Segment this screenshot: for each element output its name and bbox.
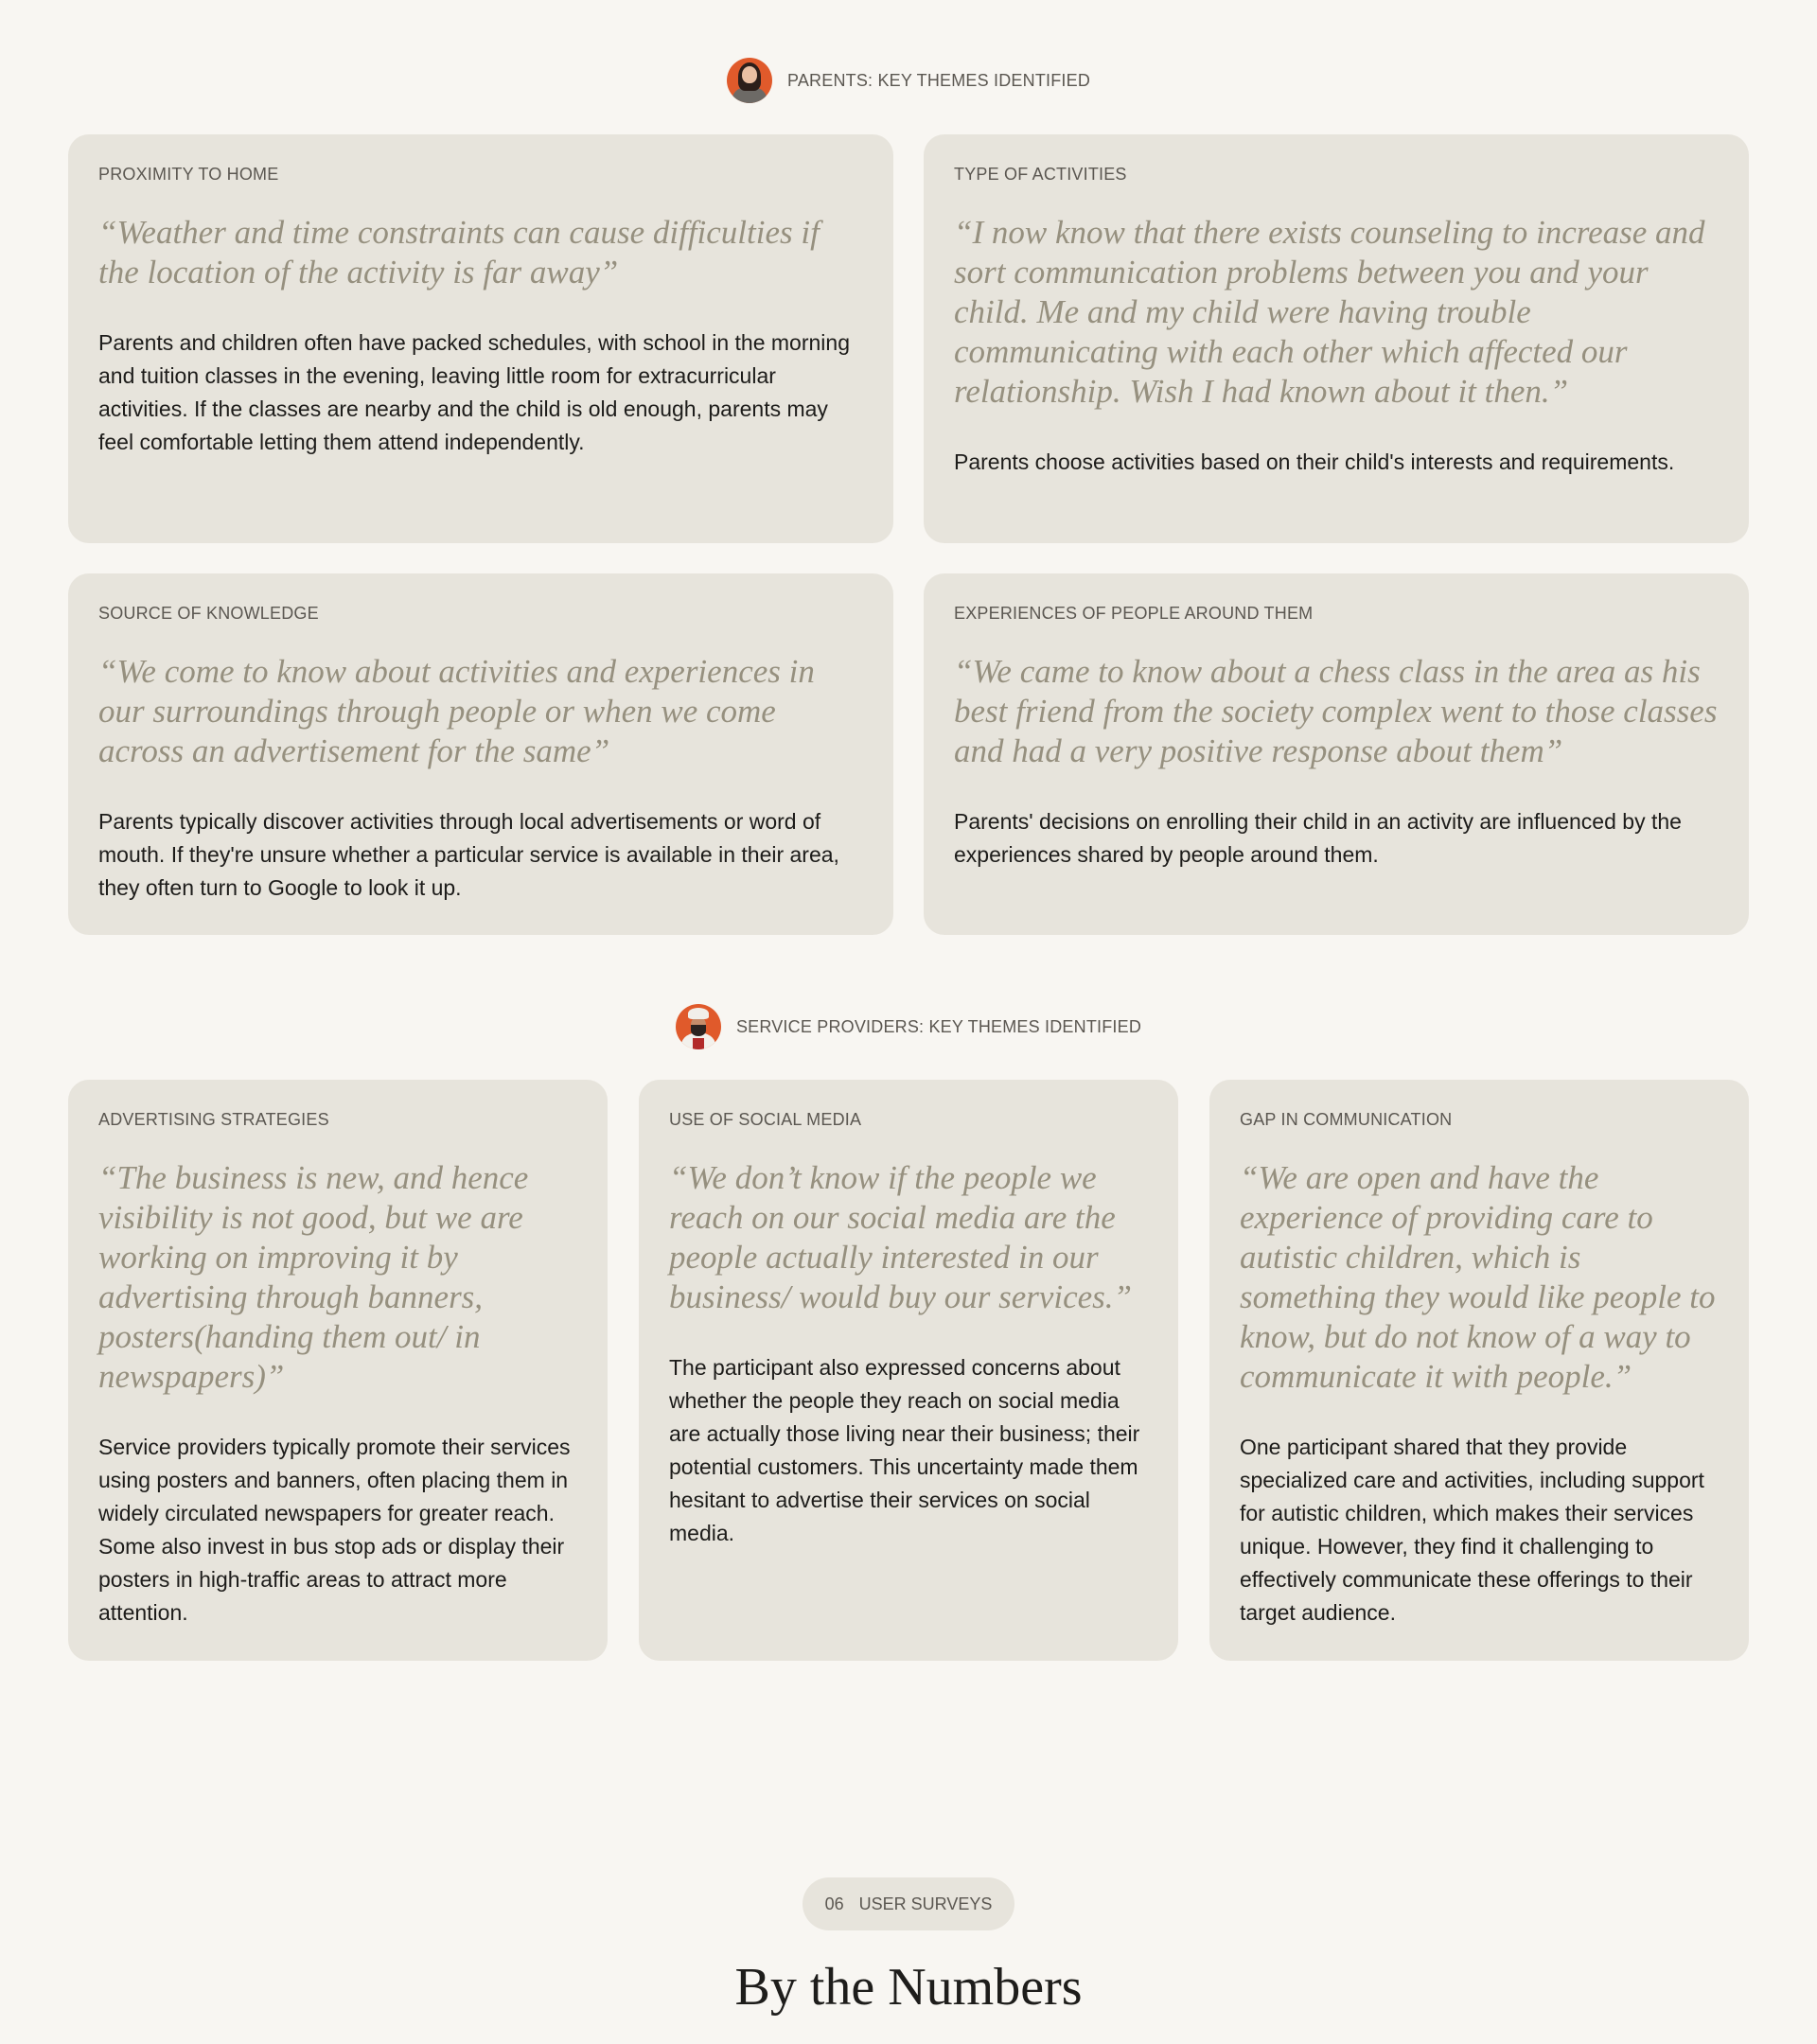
parent-avatar <box>727 58 772 103</box>
parents-section-header <box>0 58 1817 103</box>
card-text: Parents and children often have packed schedules, with school in the morning and tuition classes in the evening, leaving little room for extracurricular activities. If the classes are nearby and the child is old enough, parents may feel comfortable letting them attend independently. <box>98 330 850 454</box>
card-quote: “We don’t know if the people we reach on our social media are the people actually interested in our business/ would buy our services.” <box>669 1159 1133 1315</box>
card-label: TYPE OF ACTIVITIES <box>954 165 1127 184</box>
section-label: USER SURVEYS <box>858 1894 993 1913</box>
card-text: Parents typically discover activities through local advertisements or word of mouth. If they're unsure whether a particular service is available in their area, they often turn to Google to look it up. <box>98 809 839 900</box>
theme-card-communication-gap <box>1209 1080 1749 1661</box>
theme-card-knowledge-source <box>68 573 893 935</box>
section-pill <box>803 1877 1014 1930</box>
card-text: The participant also expressed concerns about whether the people they reach on social media are actually those living near their business; their potential customers. This uncertainty made them hesitant to advertise their services on social media. <box>669 1355 1140 1545</box>
providers-section-title: SERVICE PROVIDERS: KEY THEMES IDENTIFIED <box>735 1016 1142 1036</box>
card-text: One participant shared that they provide specialized care and activities, including support for autistic children, which makes their services unique. However, they find it challenging to effectively communicate these offerings to their target audience. <box>1240 1435 1704 1625</box>
theme-card-experiences <box>924 573 1749 935</box>
section-number: 06 <box>824 1894 844 1913</box>
service-provider-avatar <box>676 1004 721 1049</box>
card-label: PROXIMITY TO HOME <box>98 165 279 184</box>
theme-card-social-media <box>639 1080 1178 1661</box>
parents-section-title: PARENTS: KEY THEMES IDENTIFIED <box>786 70 1091 90</box>
card-text: Service providers typically promote their services using posters and banners, often placing them in widely circulated newspapers for greater reach. Some also invest in bus stop ads or display their posters in high-traffic areas to attract more attention. <box>98 1435 571 1625</box>
card-label: GAP IN COMMUNICATION <box>1240 1110 1453 1129</box>
card-quote: “We are open and have the experience of providing care to autistic children, which is something they would like people to know, but do not know of a way to communicate it with people.” <box>1240 1159 1716 1395</box>
card-label: USE OF SOCIAL MEDIA <box>669 1110 862 1129</box>
card-quote: “The business is new, and hence visibility is not good, but we are working on improving it by advertising through banners, posters(handing them out/ in newspapers)” <box>98 1159 529 1395</box>
card-text: Parents' decisions on enrolling their child in an activity are influenced by the experiences shared by people around them. <box>954 809 1682 867</box>
theme-card-advertising <box>68 1080 608 1661</box>
card-quote: “We come to know about activities and experiences in our surroundings through people or when we come across an advertisement for the same” <box>98 653 815 769</box>
theme-card-proximity <box>68 134 893 543</box>
card-quote: “I now know that there exists counseling to increase and sort communication problems between you and your child. Me and my child were having trouble communicating with each other which affected our relationship. Wish I had known about it then.” <box>954 214 1705 410</box>
theme-card-activity-type <box>924 134 1749 543</box>
card-text: Parents choose activities based on their child's interests and requirements. <box>954 449 1675 474</box>
card-label: SOURCE OF KNOWLEDGE <box>98 604 319 623</box>
card-label: ADVERTISING STRATEGIES <box>98 1110 329 1129</box>
card-quote: “Weather and time constraints can cause difficulties if the location of the activity is far away” <box>98 214 820 291</box>
section-heading: By the Numbers <box>734 1958 1083 2017</box>
card-quote: “We came to know about a chess class in the area as his best friend from the society complex went to those classes and had a very positive response about them” <box>954 653 1718 769</box>
card-label: EXPERIENCES OF PEOPLE AROUND THEM <box>954 604 1314 623</box>
providers-section-header <box>0 1004 1817 1049</box>
